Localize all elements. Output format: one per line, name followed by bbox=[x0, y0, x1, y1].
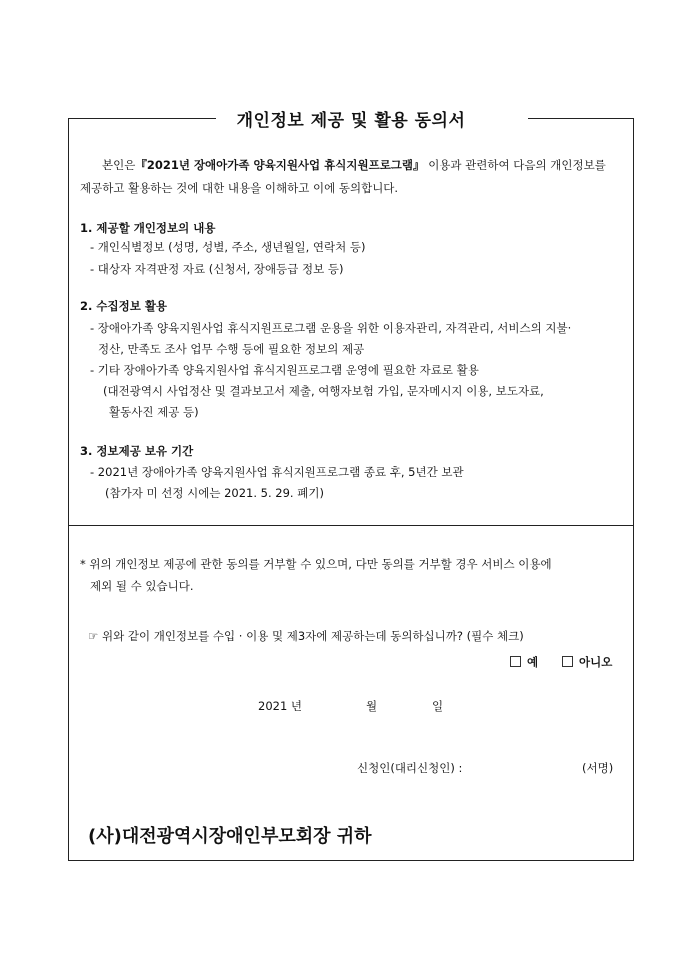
date-day: 일 bbox=[432, 699, 444, 713]
section-1-item: - 개인식별정보 (성명, 성별, 주소, 생년월일, 연락처 등) bbox=[90, 240, 366, 254]
page-title: 개인정보 제공 및 활용 동의서 bbox=[236, 111, 466, 131]
intro-program-name: 『2021년 장애아가족 양육지원사업 휴식지원프로그램』 bbox=[135, 158, 425, 172]
section-2-item: 정산, 만족도 조사 업무 수행 등에 필요한 정보의 제공 bbox=[98, 342, 365, 356]
section-3-heading: 3. 정보제공 보유 기간 bbox=[80, 444, 194, 458]
no-label: 아니오 bbox=[579, 655, 613, 669]
section-1-heading: 1. 제공할 개인정보의 내용 bbox=[80, 221, 216, 235]
intro-line-2: 제공하고 활용하는 것에 대한 내용을 이해하고 이에 동의합니다. bbox=[80, 181, 399, 195]
section-2-item: - 기타 장애아가족 양육지원사업 휴식지원프로그램 운영에 필요한 자료로 활용 bbox=[90, 363, 479, 377]
applicant-label: 신청인(대리신청인) : bbox=[357, 761, 463, 775]
recipient-line: (사)대전광역시장애인부모회장 귀하 bbox=[88, 826, 372, 847]
signature-label: (서명) bbox=[582, 761, 614, 775]
section-2-item: (대전광역시 사업정산 및 결과보고서 제출, 여행자보험 가입, 문자메시지 이용, 보도자료, bbox=[103, 384, 544, 398]
no-checkbox[interactable] bbox=[562, 656, 573, 667]
intro-line-1 bbox=[102, 158, 606, 172]
consent-option-no[interactable] bbox=[562, 655, 612, 669]
section-1-item: - 대상자 자격판정 자료 (신청서, 장애등급 정보 등) bbox=[90, 262, 344, 276]
section-3-item: - 2021년 장애아가족 양육지원사업 휴식지원프로그램 종료 후, 5년간 보관 bbox=[90, 465, 464, 479]
section-2-item: - 장애아가족 양육지원사업 휴식지원프로그램 운용을 위한 이용자관리, 자격관리, 서비스의 지불· bbox=[90, 321, 572, 335]
yes-label: 예 bbox=[527, 655, 539, 669]
date-year: 2021 년 bbox=[258, 699, 303, 713]
refusal-notice-line-2: 제외 될 수 있습니다. bbox=[90, 579, 194, 593]
section-2-heading: 2. 수집정보 활용 bbox=[80, 299, 168, 313]
consent-question: ☞ 위와 같이 개인정보를 수입 · 이용 및 제3자에 제공하는데 동의하십니까? (필수 체크) bbox=[88, 629, 524, 643]
intro-suffix: 이용과 관련하여 다음의 개인정보를 bbox=[428, 158, 606, 172]
intro-prefix: 본인은 bbox=[102, 158, 136, 172]
yes-checkbox[interactable] bbox=[510, 656, 521, 667]
section-2-item: 활동사진 제공 등) bbox=[109, 405, 199, 419]
consent-option-yes[interactable] bbox=[510, 655, 538, 669]
refusal-notice-line-1: * 위의 개인정보 제공에 관한 동의를 거부할 수 있으며, 다만 동의를 거부할 경우 서비스 이용에 bbox=[80, 557, 552, 571]
date-month: 월 bbox=[366, 699, 378, 713]
section-divider bbox=[68, 525, 634, 526]
section-3-item: (참가자 미 선정 시에는 2021. 5. 29. 폐기) bbox=[105, 486, 324, 500]
